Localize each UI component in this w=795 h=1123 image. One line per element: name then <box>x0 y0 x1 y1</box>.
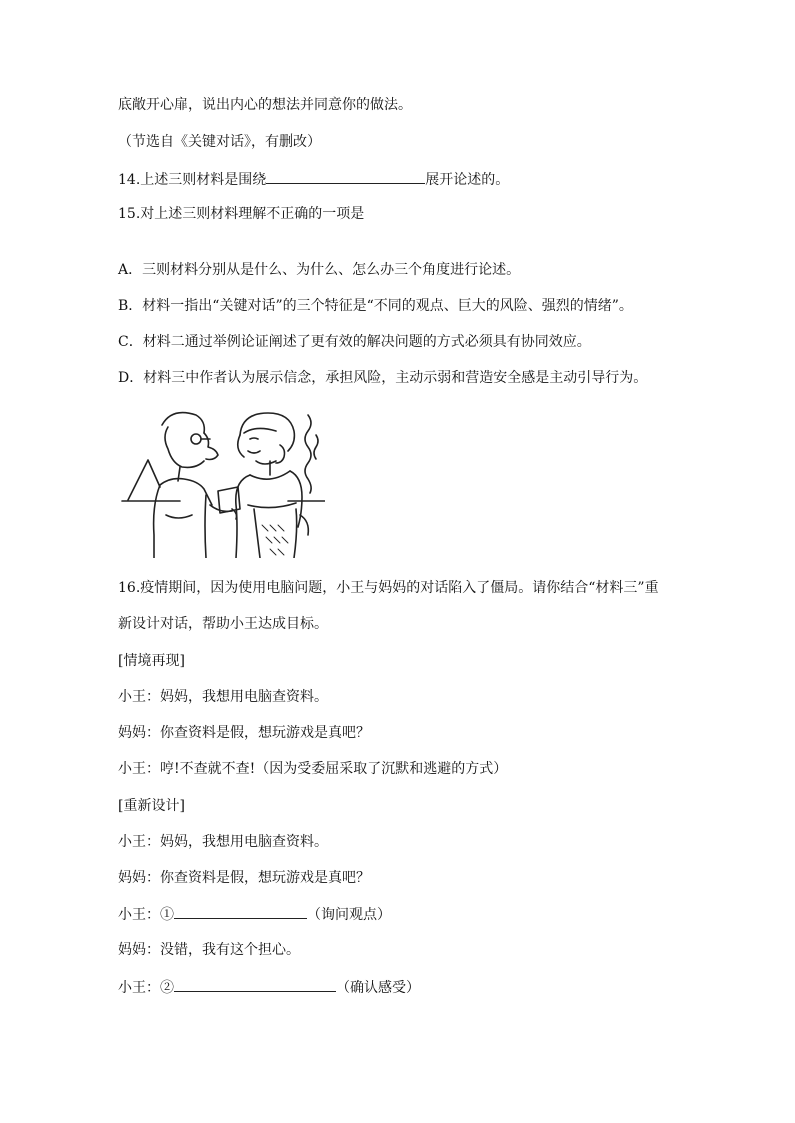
question-14-text-end: 展开论述的。 <box>425 172 510 188</box>
answer-blank[interactable] <box>266 169 425 184</box>
question-14 <box>118 169 509 190</box>
source-note: （节选自《关键对话》，有删改） <box>118 134 321 150</box>
dialogue-hint: （确认感受） <box>336 980 420 996</box>
option-d: D．材料三中作者认为展示信念，承担风险，主动示弱和营造安全感是主动引导行为。 <box>118 370 648 386</box>
dialogue-speaker: 小王：② <box>118 980 174 996</box>
scenario-title: [情境再现] <box>118 653 185 669</box>
dialogue-line: 小王：妈妈，我想用电脑查资料。 <box>118 689 328 705</box>
question-16-line-1: 16.疫情期间，因为使用电脑问题，小王与妈妈的对话陷入了僵局。请你结合“材料三”重 <box>118 580 659 596</box>
dialogue-line: 小王：哼!不查就不查!（因为受委屈采取了沉默和逃避的方式） <box>118 761 508 777</box>
dialogue-answer-1 <box>118 904 391 925</box>
cartoon-illustration <box>120 405 325 558</box>
dialogue-answer-2 <box>118 977 420 998</box>
dialogue-line: 小王：妈妈，我想用电脑查资料。 <box>118 834 328 850</box>
text-line: 底敞开心扉，说出内心的想法并同意你的做法。 <box>118 97 412 113</box>
redesign-title: [重新设计] <box>118 798 185 814</box>
question-15: 15.对上述三则材料理解不正确的一项是 <box>118 206 365 222</box>
question-16-line-2: 新设计对话，帮助小王达成目标。 <box>118 616 328 632</box>
question-14-text: 14.上述三则材料是围绕 <box>118 172 267 188</box>
option-a: A．三则材料分别从是什么、为什么、怎么办三个角度进行论述。 <box>118 262 521 278</box>
answer-blank[interactable] <box>174 904 307 919</box>
option-b: B．材料一指出“关键对话”的三个特征是“不同的观点、巨大的风险、强烈的情绪”。 <box>118 298 633 314</box>
option-c: C．材料二通过举例论证阐述了更有效的解决问题的方式必须具有协同效应。 <box>118 334 591 350</box>
dialogue-line: 妈妈：没错，我有这个担心。 <box>118 942 300 958</box>
dialogue-speaker: 小王：① <box>118 907 174 923</box>
dialogue-hint: （询问观点） <box>307 907 391 923</box>
dialogue-line: 妈妈：你查资料是假，想玩游戏是真吧？ <box>118 870 370 886</box>
answer-blank[interactable] <box>174 977 336 992</box>
dialogue-line: 妈妈：你查资料是假，想玩游戏是真吧？ <box>118 725 370 741</box>
